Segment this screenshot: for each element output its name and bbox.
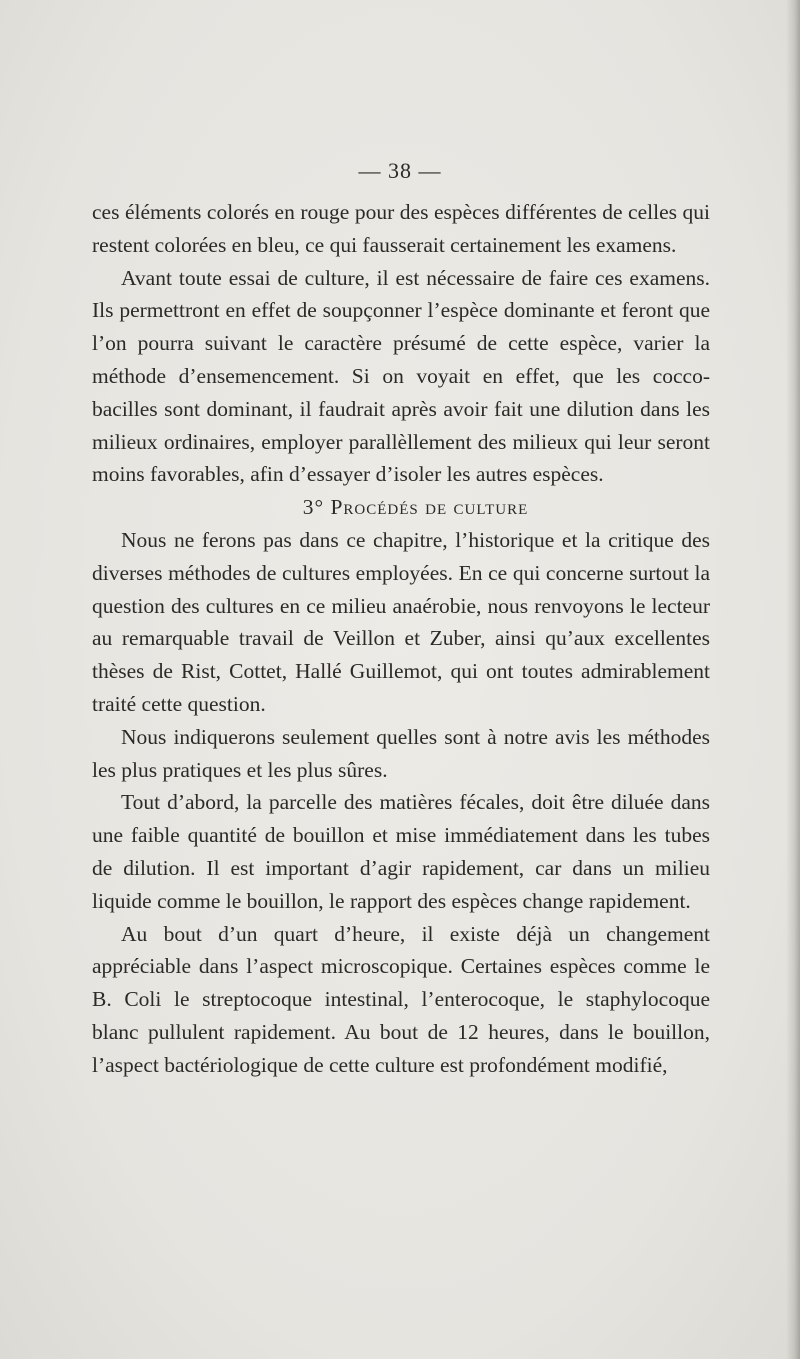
page-edge-shadow [786, 0, 800, 1359]
paragraph-4: Nous indiquerons seulement quelles sont à notre avis les méthodes les plus pratiques et les plus sûres. [92, 724, 710, 782]
body-text [92, 196, 710, 1082]
paragraph-1: ces éléments colorés en rouge pour des espèces différentes de celles qui restent colorées en bleu, ce qui fausserait certainement les examens. [92, 200, 710, 257]
paragraph-2: Avant toute essai de culture, il est nécessaire de faire ces examens. Ils permettront en effet de soupçonner l’espèce dominante et feront que l’on pourra suivant le caractère présumé de cette espèce, varier la méthode d’ensemencement. Si on voyait en effet, que les cocco-bacilles sont dominant, il faudrait après avoir fait une dilution dans les milieux ordinaires, employer parallèllement des milieux qui leur seront moins favorables, afin d’essayer d’isoler les autres espèces. [92, 265, 710, 487]
paragraph-5: Tout d’abord, la parcelle des matières fécales, doit être diluée dans une faible quantité de bouillon et mise immédiatement dans les tubes de dilution. Il est important d’agir rapidement, car dans un milieu liquide comme le bouillon, le rapport des espèces change rapidement. [92, 790, 710, 913]
paragraph-3: Nous ne ferons pas dans ce chapitre, l’historique et la critique des diverses méthodes de cultures employées. En ce qui concerne surtout la question des cultures en ce milieu anaérobie, nous renvoyons le lecteur au remarquable travail de Veillon et Zuber, ainsi qu’aux excellentes thèses de Rist, Cottet, Hallé Guillemot, qui ont toutes admirablement traité cette question. [92, 527, 710, 716]
page-number: — 38 — [358, 158, 442, 183]
paragraph-6: Au bout d’un quart d’heure, il existe déjà un changement appréciable dans l’aspect microscopique. Certaines espèces comme le B. Coli le streptocoque intestinal, l’enterocoque, le staphylocoque blanc pullulent rapidement. Au bout de 12 heures, dans le bouillon, l’aspect bactériologique de cette culture est profondément modifié, [92, 921, 710, 1077]
section-heading: 3° Procédés de culture [302, 495, 529, 520]
